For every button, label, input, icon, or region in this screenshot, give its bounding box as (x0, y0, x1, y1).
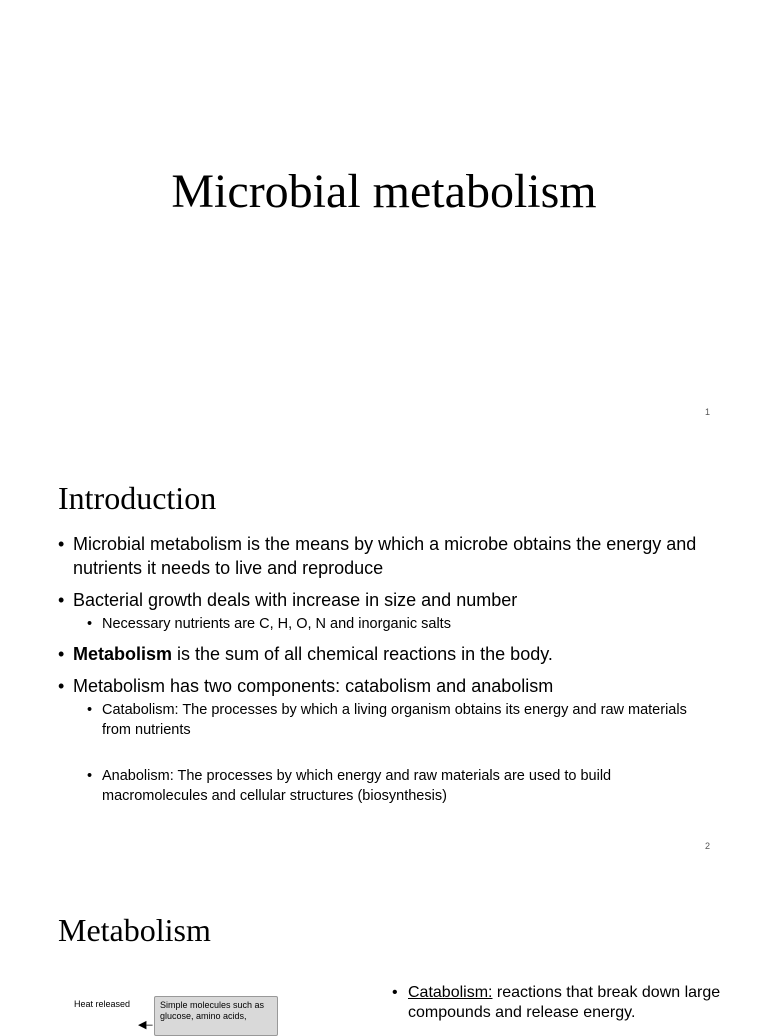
bullet-text: reactions that break down large compounds and release energy. (408, 984, 721, 1021)
slide-number: 2 (704, 841, 710, 851)
slide-3 (0, 864, 768, 1031)
arrow-left-icon: ◀– (138, 1019, 153, 1031)
bullet-item: • Microbial metabolism is the means by which a microbe obtains the energy and nutrients it needs to live and reproduce (58, 532, 718, 580)
slide-number: 1 (704, 407, 710, 417)
slide-title: Metabolism (58, 912, 211, 948)
underlined-term: Catabolism: (408, 984, 493, 1001)
metabolism-diagram (58, 992, 318, 1032)
slide-1 (0, 0, 768, 432)
slide-title: Microbial metabolism (171, 165, 597, 218)
sub-bullet-item: • Catabolism: The processes by which a living organism obtains its energy and raw materials from nutrients (58, 700, 718, 740)
bullet-item (392, 983, 732, 1023)
bullet-item: • Bacterial growth deals with increase in size and number (58, 588, 718, 612)
bullet-list (58, 532, 718, 814)
bullet-item: • Metabolism has two components: catabolism and anabolism (58, 674, 718, 698)
sub-bullet-item: • Necessary nutrients are C, H, O, N and inorganic salts (58, 614, 718, 634)
heat-label: Heat released (74, 999, 131, 1009)
slide-title: Introduction (58, 480, 217, 516)
diagram-box: Simple molecules such as glucose, amino acids, (154, 996, 278, 1036)
slide-2 (0, 432, 768, 864)
sub-bullet-item: • Anabolism: The processes by which energy and raw materials are used to build macromolecules and cellular structures (biosynthesis) (58, 766, 718, 806)
bullet-item (58, 642, 718, 666)
bold-term: Metabolism (73, 644, 173, 664)
bullet-list (392, 983, 732, 1031)
bullet-text: is the sum of all chemical reactions in the body. (172, 644, 553, 664)
